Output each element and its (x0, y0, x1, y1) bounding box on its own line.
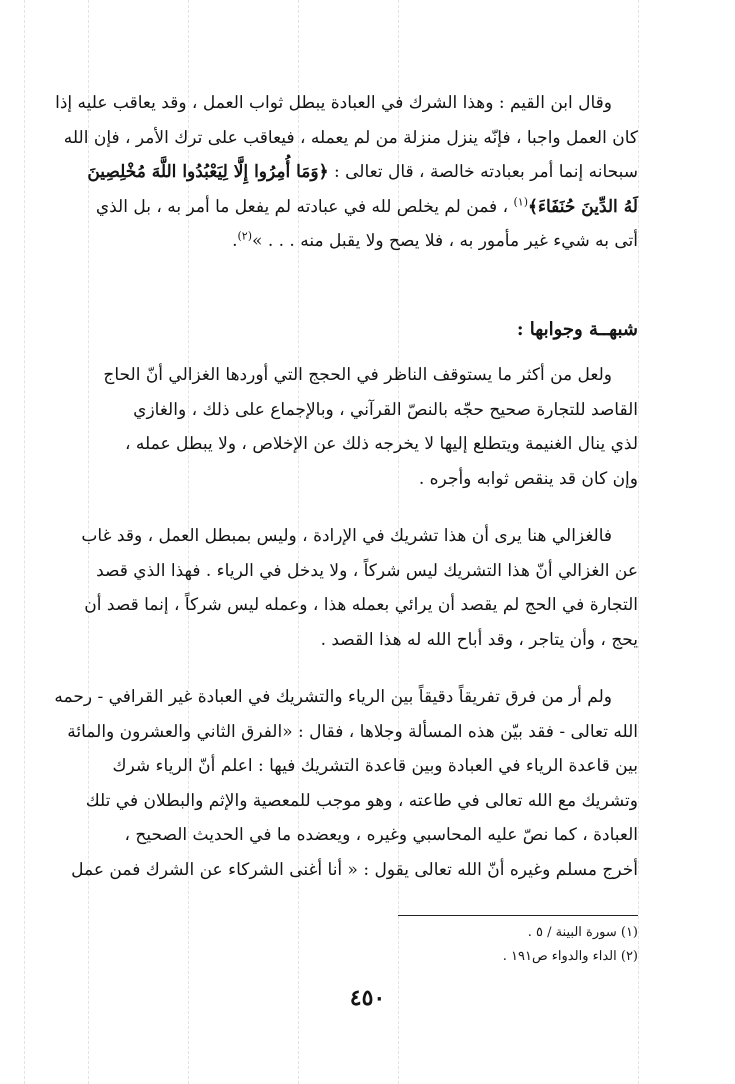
scan-guide-line (638, 0, 639, 1084)
footnote-2: (٢) الداء والدواء ص١٩١ . (502, 949, 638, 964)
footnotes (300, 921, 638, 969)
paragraph-ghazali-argument (88, 358, 638, 496)
text-line: العبادة ، كما نصّ عليه المحاسبي وغيره ، ويعضده ما في الحديث الصحيح ، (124, 825, 638, 845)
footnote-ref: (١) (513, 194, 528, 208)
text-line: فالغزالي هنا يرى أن هذا تشريك في الإرادة ، وليس بمبطل العمل ، وقد غاب (81, 526, 612, 546)
footnote-divider (398, 915, 638, 916)
text-line: أخرج مسلم وغيره أنّ الله تعالى يقول : « أنا أغنى الشركاء عن الشرك فمن عمل (71, 859, 638, 880)
text-line: أتى به شيء غير مأمور به ، فلا يصح ولا يقبل منه . . . »$^{(٢)}$. (232, 229, 638, 251)
text-line: سبحانه إنما أمر بعبادته خالصة ، قال تعالى : ﴿وَمَا أُمِرُوا إِلَّا لِيَعْبُدُوا اللَّهَ مُخْلِصِينَ (87, 162, 638, 182)
quran-verse: ﴿وَمَا أُمِرُوا إِلَّا لِيَعْبُدُوا اللَّهَ مُخْلِصِينَ (87, 162, 329, 182)
text-line: الله تعالى - فقد بيّن هذه المسألة وجلاها ، فقال : «الفرق الثاني والعشرون والمائة (67, 721, 638, 742)
section-heading: شبهــة وجوابها : (516, 319, 638, 340)
quran-verse: لَهُ الدِّينَ حُنَفَاءَ﴾ (527, 196, 638, 217)
footnote-1: (١) سورة البينة / ٥ . (527, 925, 638, 940)
text-line: لَهُ الدِّينَ حُنَفَاءَ﴾$^{(١)}$ ، فمن لم يخلص لله في عبادته لم يفعل ما أمر به ، بل الذي (95, 194, 638, 217)
text-line: وقال ابن القيم : وهذا الشرك في العبادة يبطل ثواب العمل ، وقد يعاقب عليه إذا (55, 93, 612, 113)
text-line: القاصد للتجارة صحيح حجّه بالنصّ القرآني ، وبالإجماع على ذلك ، والغازي (133, 399, 638, 420)
paragraph-qarafi (54, 680, 638, 887)
text-line: التجارة في الحج لم يقصد أن يرائي بعمله هذا ، وعمله ليس شركاً ، إنما قصد أن (84, 595, 638, 615)
text-line: كان العمل واجبا ، فإنّه ينزل منزلة من لم يعمله ، فيعاقب على ترك الأمر ، فإن الله (63, 127, 638, 148)
text-line: وتشريك مع الله تعالى في طاعته ، وهو موجب للمعصية والإثم والبطلان في تلك (85, 790, 638, 811)
text-line: وإن كان قد ينقص ثوابه وأجره . (418, 468, 638, 489)
page-number: ٤٥٠ (349, 985, 386, 1011)
text-line: ولم أر من فرق تفريقاً دقيقاً بين الرياء والتشريك في العبادة غير القرافي - رحمه (54, 687, 612, 707)
text-line: بين قاعدة الرياء في العبادة وبين قاعدة التشريك فيها : اعلم أنّ الرياء شرك (112, 756, 638, 776)
text-line: ولعل من أكثر ما يستوقف الناظر في الحجج التي أوردها الغزالي أنّ الحاج (103, 365, 612, 385)
text-line: عن الغزالي أنّ هذا التشريك ليس شركاً ، ولا يدخل في الرياء . فهذا الذي قصد (96, 560, 638, 581)
footnote-ref: (٢) (237, 229, 253, 243)
text-line: يحج ، وأن يتاجر ، وقد أباح الله له هذا القصد . (320, 629, 638, 650)
scan-guide-line (24, 0, 25, 1084)
paragraph-response (81, 519, 638, 657)
paragraph-ibn-qayyim (55, 86, 638, 259)
text-line: لذي ينال الغنيمة ويتطلع إليها لا يخرجه ذلك عن الإخلاص ، ولا يبطل عمله ، (125, 434, 638, 454)
